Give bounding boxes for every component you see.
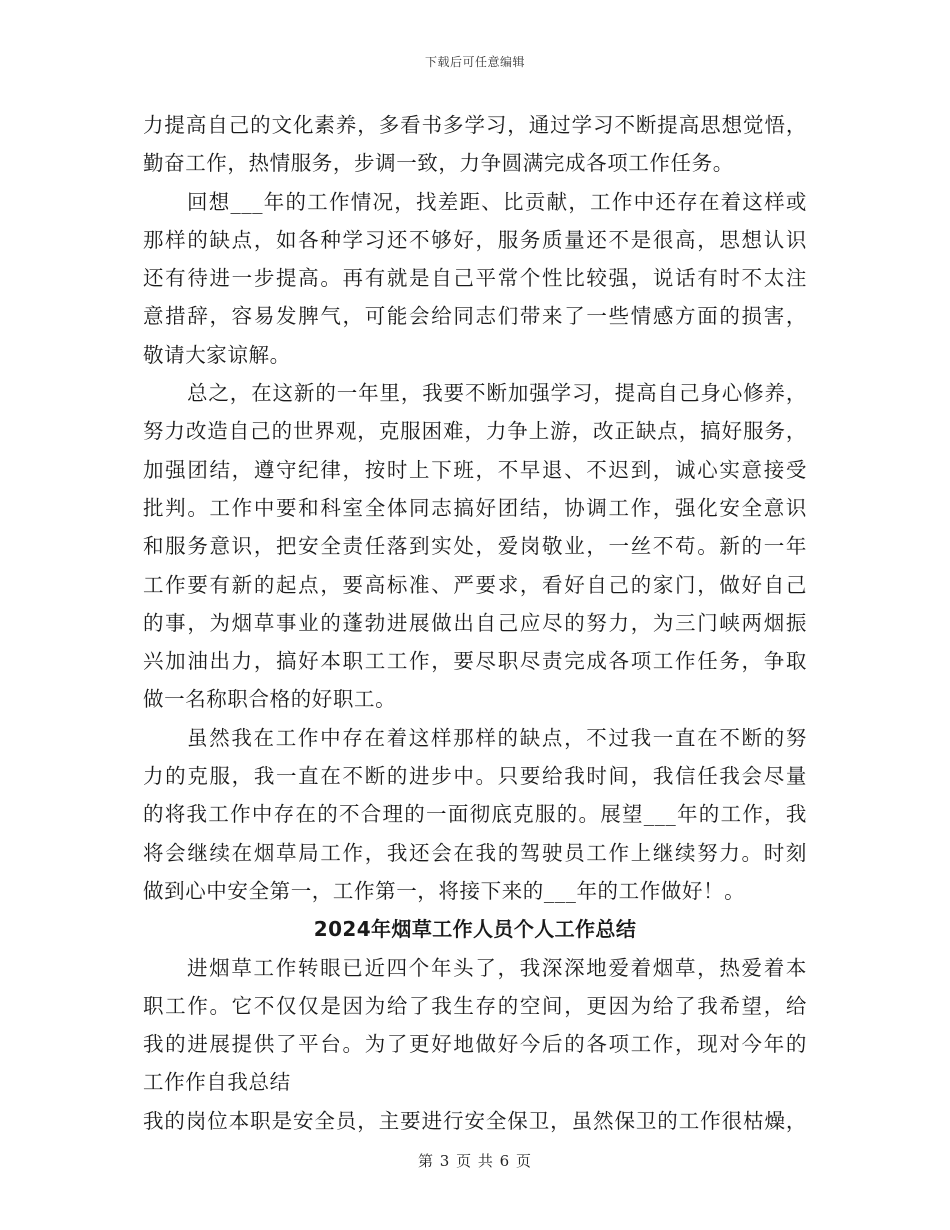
text-line: 做到心中安全第一，工作第一，将接下来的___年的工作做好！。 (143, 878, 746, 903)
text-line: 做一名称职合格的好职工。 (143, 687, 397, 712)
text-line: 力的克服，我一直在不断的进步中。只要给我时间，我信任我会尽量 (143, 764, 807, 789)
text-line: 努力改造自己的世界观，克服困难，力争上游，改正缺点，搞好服务， (143, 419, 807, 444)
text-line: 力提高自己的文化素养，多看书多学习，通过学习不断提高思想觉悟， (143, 113, 807, 137)
text-line: 那样的缺点，如各种学习还不够好，服务质量还不是很高，思想认识 (143, 227, 807, 252)
text-line: 进烟草工作转眼已近四个年头了，我深深地爱着烟草，热爱着本 (187, 955, 807, 980)
text-line: 意措辞，容易发脾气，可能会给同志们带来了一些情感方面的损害， (143, 304, 807, 329)
text-line: 和服务意识，把安全责任落到实处，爱岗敬业，一丝不苟。新的一年 (143, 534, 807, 559)
text-line: 总之，在这新的一年里，我要不断加强学习，提高自己身心修养， (187, 381, 807, 406)
text-line: 工作要有新的起点，要高标准、严要求，看好自己的家门，做好自己 (143, 572, 807, 597)
section-title: 2024年烟草工作人员个人工作总结 (313, 917, 637, 942)
text-line: 兴加油出力，搞好本职工工作，要尽职尽责完成各项工作任务，争取 (143, 649, 807, 674)
page-footer: 第 3 页 共 6 页 (418, 1152, 532, 1170)
text-line: 的将我工作中存在的不合理的一面彻底克服的。展望___年的工作，我 (143, 802, 807, 827)
text-line: 我的进展提供了平台。为了更好地做好今后的各项工作，现对今年的 (143, 1032, 807, 1057)
text-line: 将会继续在烟草局工作，我还会在我的驾驶员工作上继续努力。时刻 (143, 840, 807, 865)
text-line: 工作作自我总结 (143, 1070, 291, 1095)
text-line: 敬请大家谅解。 (143, 342, 291, 367)
text-line: 虽然我在工作中存在着这样那样的缺点，不过我一直在不断的努 (187, 725, 807, 750)
text-line: 职工作。它不仅仅是因为给了我生存的空间，更因为给了我希望，给 (143, 993, 807, 1018)
page-header: 下载后可任意编辑 (424, 55, 525, 69)
text-line: 还有待进一步提高。再有就是自己平常个性比较强，说话有时不太注 (143, 266, 807, 291)
text-line: 的事，为烟草事业的蓬勃进展做出自己应尽的努力，为三门峡两烟振 (143, 610, 807, 635)
text-line: 勤奋工作，热情服务，步调一致，力争圆满完成各项工作任务。 (143, 151, 734, 176)
text-line: 我的岗位本职是安全员，主要进行安全保卫，虽然保卫的工作很枯燥， (143, 1108, 807, 1133)
text-line: 回想___年的工作情况，找差距、比贡献，工作中还存在着这样或 (187, 189, 807, 214)
text-line: 加强团结，遵守纪律，按时上下班，不早退、不迟到，诚心实意接受 (143, 457, 807, 482)
document-body (143, 106, 807, 1140)
text-line: 批判。工作中要和科室全体同志搞好团结，协调工作，强化安全意识 (143, 495, 807, 520)
